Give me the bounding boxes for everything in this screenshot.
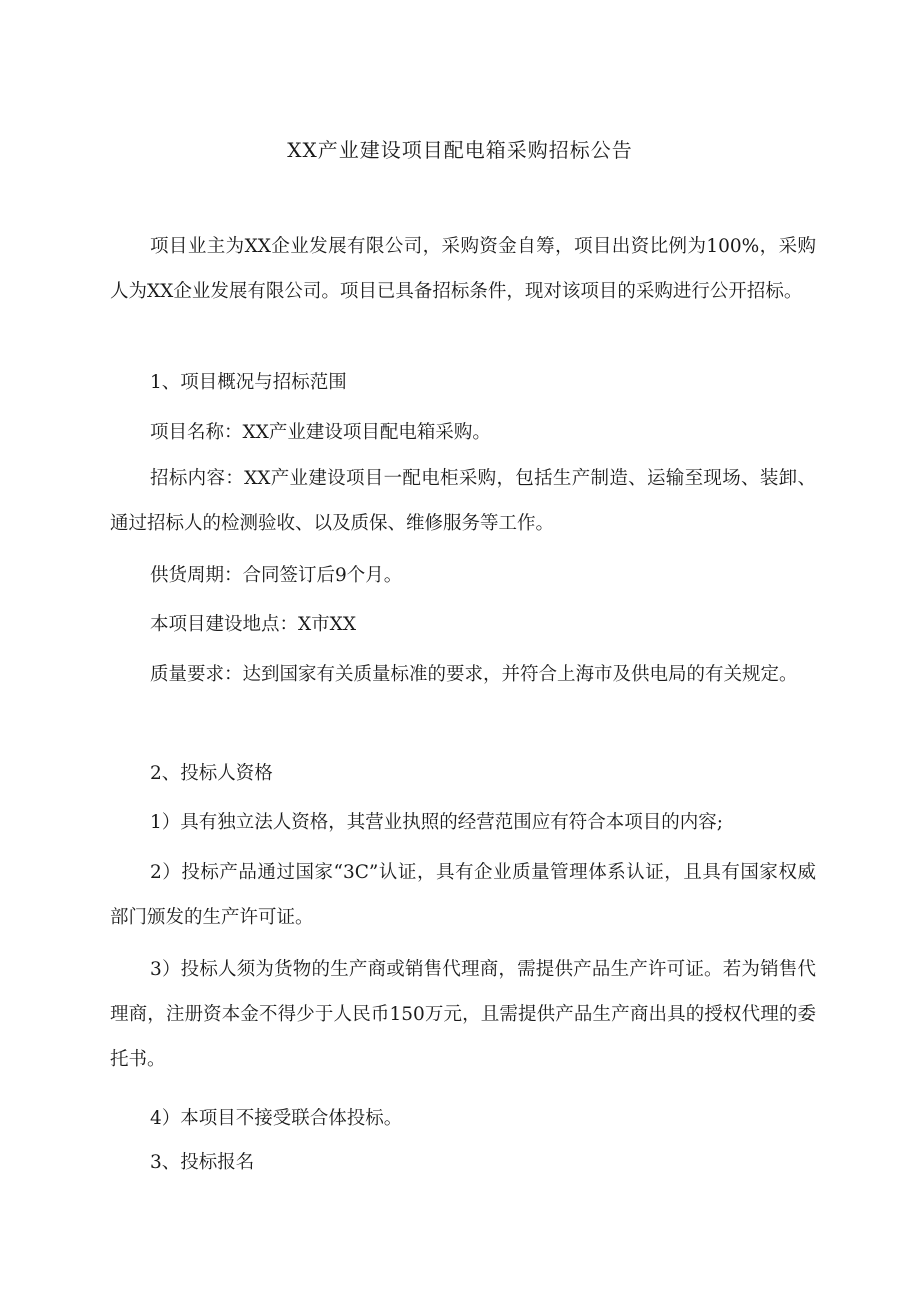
qualification-item-1: 1）具有独立法人资格，其营业执照的经营范围应有符合本项目的内容; bbox=[150, 812, 724, 833]
location-paragraph: 本项目建设地点：X市XX bbox=[150, 614, 357, 635]
section-2-heading: 2、投标人资格 bbox=[150, 763, 273, 784]
section-1-heading: 1、项目概况与招标范围 bbox=[150, 372, 347, 393]
qualification-item-3: 3）投标人须为货物的生产商或销售代理商，需提供产品生产许可证。若为销售代理商，注册资本金不得少于人民币150万元，且需提供产品生产商出具的授权代理的委托书。 bbox=[110, 959, 816, 1070]
project-name-paragraph: 项目名称：XX产业建设项目配电箱采购。 bbox=[150, 422, 491, 443]
supply-period-paragraph: 供货周期：合同签订后9个月。 bbox=[150, 565, 403, 586]
qualification-item-4: 4）本项目不接受联合体投标。 bbox=[150, 1108, 403, 1129]
intro-paragraph: 项目业主为XX企业发展有限公司，采购资金自筹，项目出资比例为100%，采购人为XX企业发展有限公司。项目已具备招标条件，现对该项目的采购进行公开招标。 bbox=[110, 236, 816, 302]
quality-paragraph: 质量要求：达到国家有关质量标准的要求，并符合上海市及供电局的有关规定。 bbox=[150, 664, 798, 685]
scope-paragraph: 招标内容：XX产业建设项目一配电柜采购，包括生产制造、运输至现场、装卸、通过招标人的检测验收、以及质保、维修服务等工作。 bbox=[110, 468, 816, 534]
document-title: XX产业建设项目配电箱采购招标公告 bbox=[287, 138, 633, 162]
section-3-heading: 3、投标报名 bbox=[150, 1152, 255, 1173]
qualification-item-2: 2）投标产品通过国家“3C”认证，具有企业质量管理体系认证，且具有国家权威部门颁发的生产许可证。 bbox=[110, 862, 816, 928]
